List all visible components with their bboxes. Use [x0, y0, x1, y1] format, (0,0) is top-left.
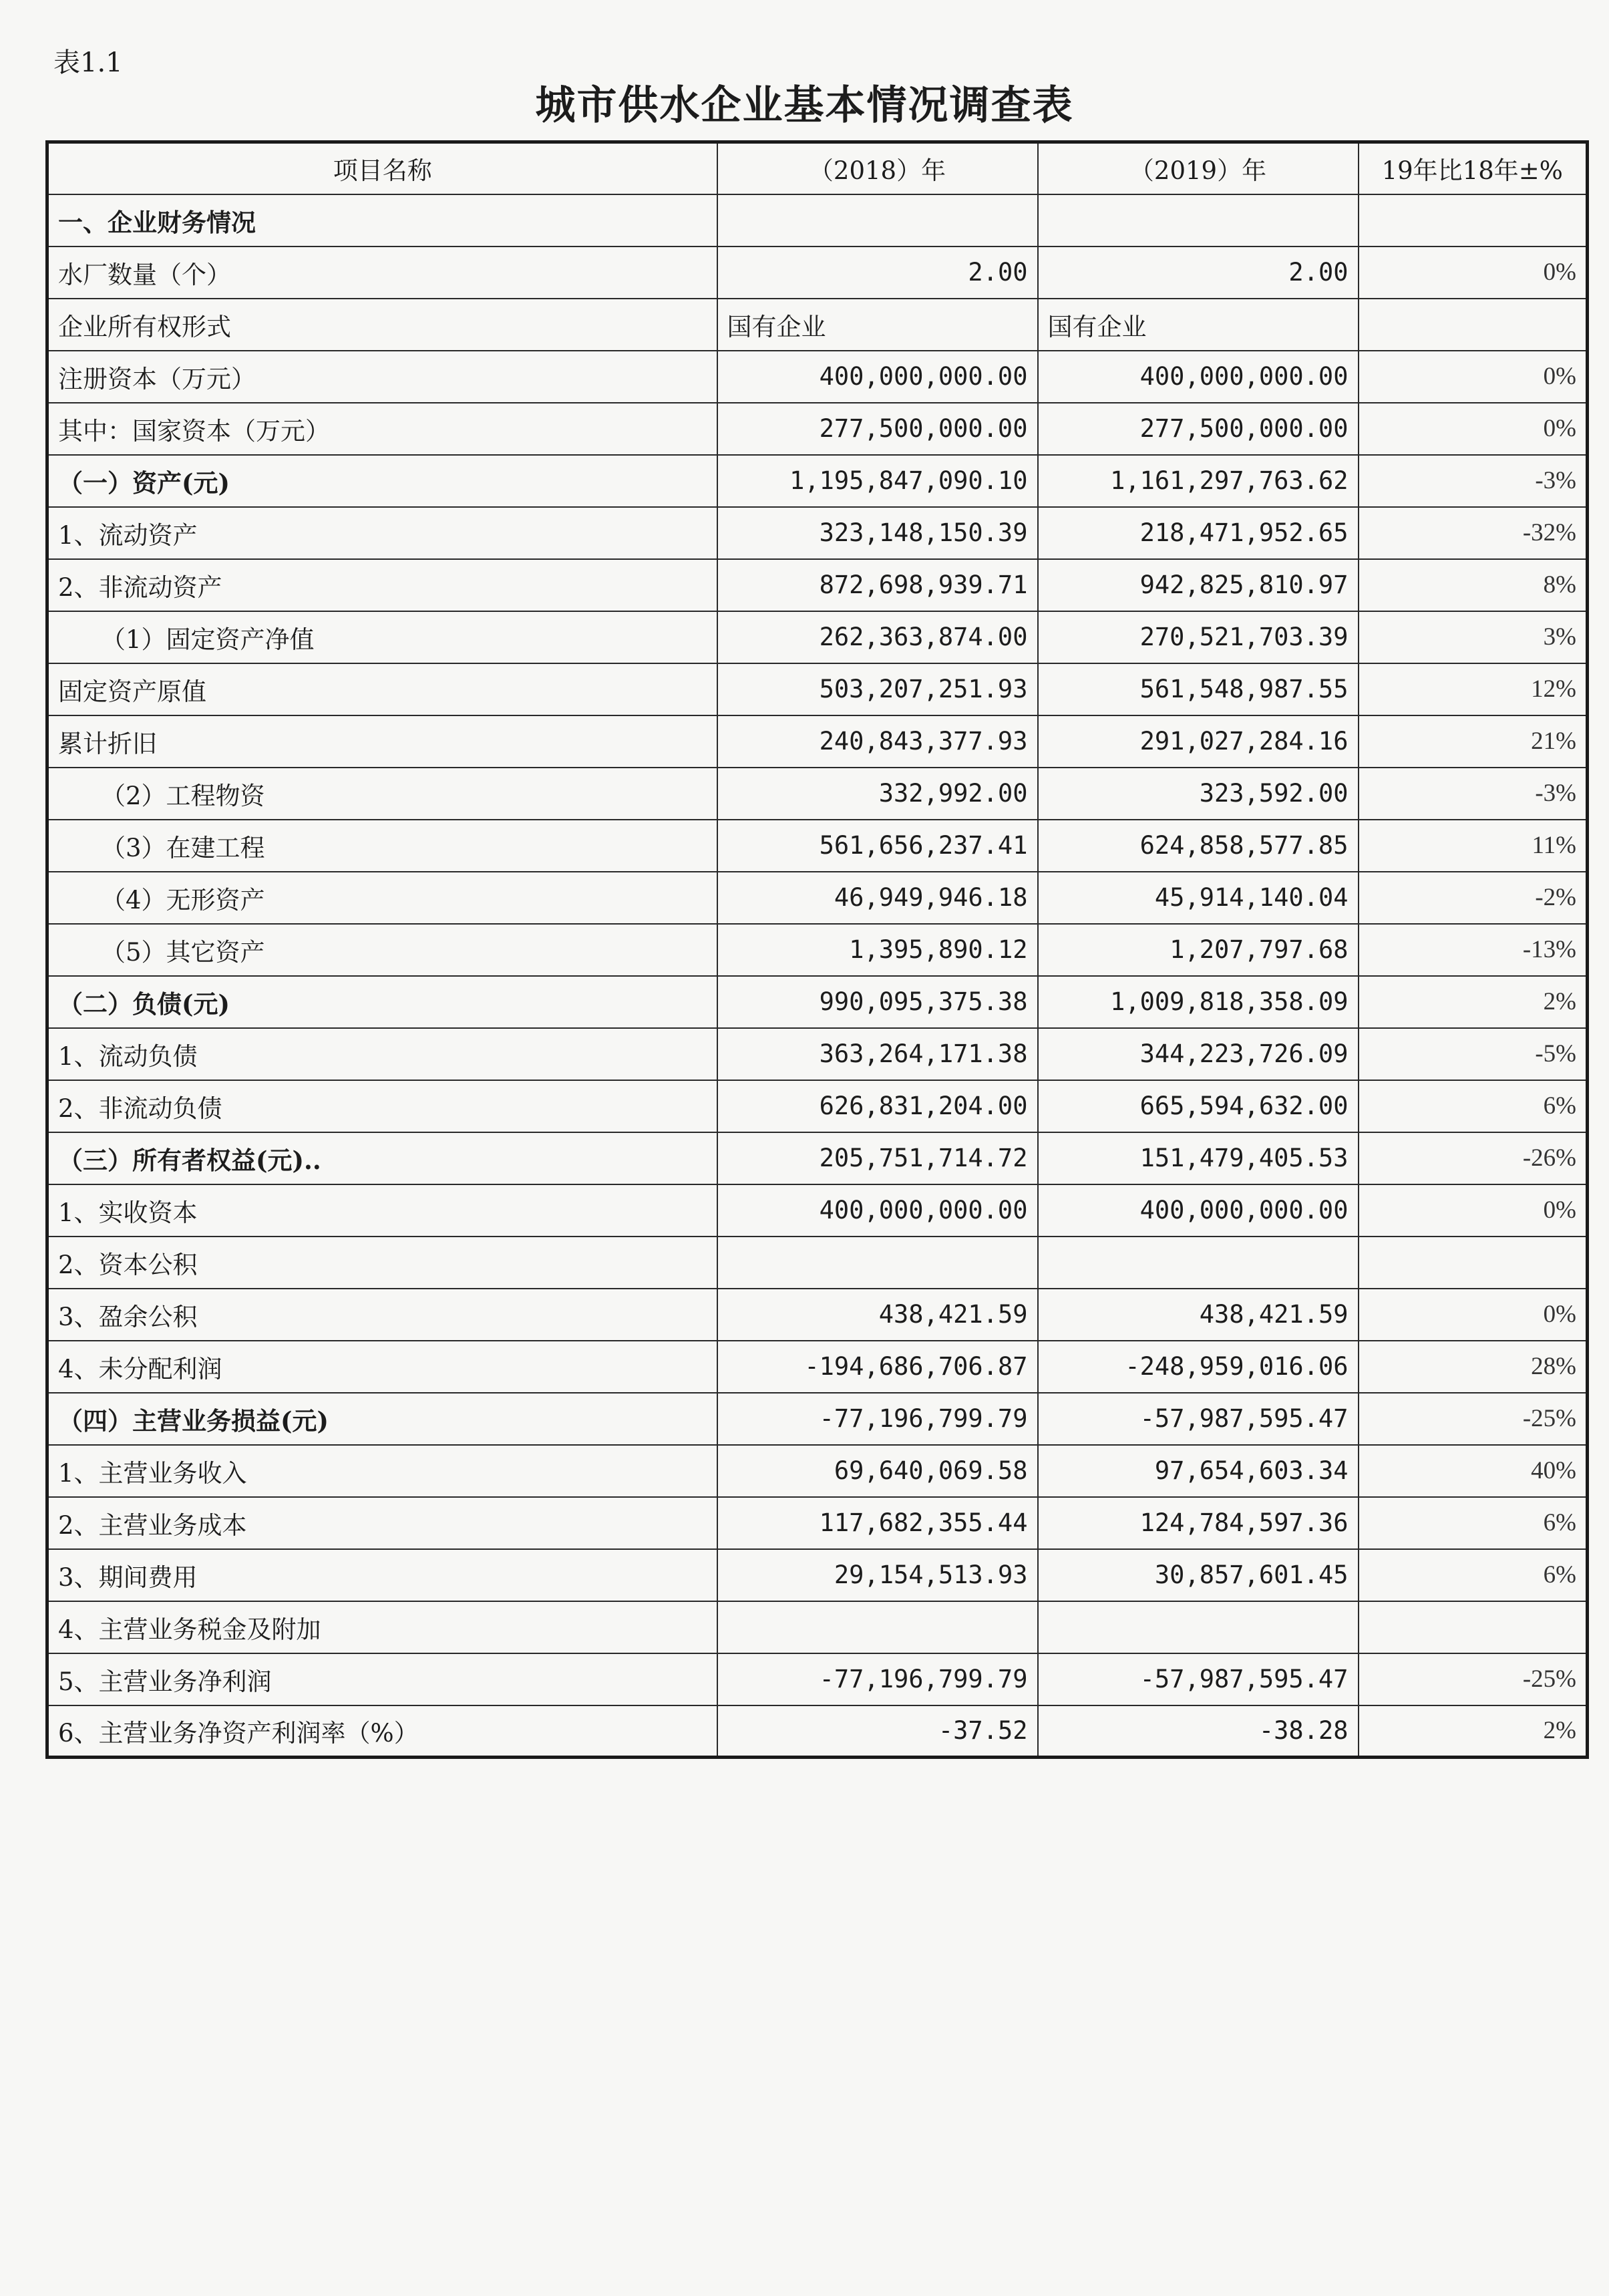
value-2018-cell: 332,992.00	[717, 768, 1038, 820]
item-name-cell: （2）工程物资	[47, 768, 717, 820]
item-name-cell: 2、非流动资产	[47, 559, 717, 611]
table-row	[47, 1080, 1588, 1132]
table-row	[47, 1184, 1588, 1237]
value-2019-cell	[1038, 1237, 1359, 1289]
value-2019-cell: 1,009,818,358.09	[1038, 976, 1359, 1028]
change-percent-cell: -26%	[1359, 1132, 1588, 1184]
header-year-2019: （2019）年	[1038, 142, 1359, 194]
table-row	[47, 611, 1588, 663]
item-name-cell: （4）无形资产	[47, 872, 717, 924]
item-name-cell: 企业所有权形式	[47, 299, 717, 351]
value-2019-cell: 151,479,405.53	[1038, 1132, 1359, 1184]
change-percent-cell: 0%	[1359, 247, 1588, 299]
value-2018-cell: 561,656,237.41	[717, 820, 1038, 872]
value-2019-cell: 270,521,703.39	[1038, 611, 1359, 663]
change-percent-cell: 40%	[1359, 1445, 1588, 1497]
table-row	[47, 872, 1588, 924]
table-row	[47, 820, 1588, 872]
value-2019-cell: 624,858,577.85	[1038, 820, 1359, 872]
value-2018-cell: -77,196,799.79	[717, 1653, 1038, 1705]
value-2019-cell: 1,207,797.68	[1038, 924, 1359, 976]
change-percent-cell: 12%	[1359, 663, 1588, 715]
table-row	[47, 976, 1588, 1028]
table-number: 表1.1	[53, 47, 123, 78]
value-2019-cell: 942,825,810.97	[1038, 559, 1359, 611]
table-row	[47, 924, 1588, 976]
item-name-cell: 1、实收资本	[47, 1184, 717, 1237]
change-percent-cell	[1359, 299, 1588, 351]
table-row	[47, 768, 1588, 820]
change-percent-cell: 6%	[1359, 1497, 1588, 1549]
value-2018-cell: 117,682,355.44	[717, 1497, 1038, 1549]
table-row	[47, 1653, 1588, 1705]
item-name-cell: 固定资产原值	[47, 663, 717, 715]
change-percent-cell: -13%	[1359, 924, 1588, 976]
value-2019-cell: -248,959,016.06	[1038, 1341, 1359, 1393]
item-name-cell: 1、主营业务收入	[47, 1445, 717, 1497]
value-2018-cell: 262,363,874.00	[717, 611, 1038, 663]
item-name-cell: （二）负债(元)	[47, 976, 717, 1028]
table-row	[47, 455, 1588, 507]
change-percent-cell: -32%	[1359, 507, 1588, 559]
item-name-cell: （一）资产(元)	[47, 455, 717, 507]
value-2018-cell: 2.00	[717, 247, 1038, 299]
header-change-percent: 19年比18年±%	[1359, 142, 1588, 194]
item-name-cell: 2、主营业务成本	[47, 1497, 717, 1549]
value-2019-cell: 323,592.00	[1038, 768, 1359, 820]
change-percent-cell: 28%	[1359, 1341, 1588, 1393]
value-2018-cell: 438,421.59	[717, 1289, 1038, 1341]
table-row	[47, 1237, 1588, 1289]
item-name-cell: 3、盈余公积	[47, 1289, 717, 1341]
change-percent-cell	[1359, 194, 1588, 247]
value-2019-cell: 438,421.59	[1038, 1289, 1359, 1341]
item-name-cell: 一、企业财务情况	[47, 194, 717, 247]
value-2018-cell: 29,154,513.93	[717, 1549, 1038, 1601]
value-2019-cell: -57,987,595.47	[1038, 1653, 1359, 1705]
value-2018-cell: 国有企业	[717, 299, 1038, 351]
item-name-cell: 4、主营业务税金及附加	[47, 1601, 717, 1653]
change-percent-cell: 0%	[1359, 351, 1588, 403]
table-row	[47, 351, 1588, 403]
item-name-cell: 累计折旧	[47, 715, 717, 768]
value-2018-cell: 400,000,000.00	[717, 1184, 1038, 1237]
value-2018-cell: 363,264,171.38	[717, 1028, 1038, 1080]
change-percent-cell: 21%	[1359, 715, 1588, 768]
value-2019-cell: 218,471,952.65	[1038, 507, 1359, 559]
value-2018-cell: 626,831,204.00	[717, 1080, 1038, 1132]
value-2018-cell: -77,196,799.79	[717, 1393, 1038, 1445]
value-2018-cell: 323,148,150.39	[717, 507, 1038, 559]
table-row	[47, 1028, 1588, 1080]
value-2018-cell: 503,207,251.93	[717, 663, 1038, 715]
value-2019-cell: 国有企业	[1038, 299, 1359, 351]
value-2019-cell: 45,914,140.04	[1038, 872, 1359, 924]
change-percent-cell: 8%	[1359, 559, 1588, 611]
change-percent-cell	[1359, 1237, 1588, 1289]
survey-table	[45, 140, 1589, 1759]
value-2018-cell: 1,395,890.12	[717, 924, 1038, 976]
change-percent-cell: -25%	[1359, 1393, 1588, 1445]
change-percent-cell	[1359, 1601, 1588, 1653]
table-row	[47, 1445, 1588, 1497]
change-percent-cell: -3%	[1359, 768, 1588, 820]
header-row	[47, 142, 1588, 194]
value-2019-cell: 291,027,284.16	[1038, 715, 1359, 768]
value-2019-cell: 277,500,000.00	[1038, 403, 1359, 455]
table-row	[47, 1601, 1588, 1653]
table-row	[47, 1393, 1588, 1445]
value-2019-cell: 344,223,726.09	[1038, 1028, 1359, 1080]
value-2019-cell: 30,857,601.45	[1038, 1549, 1359, 1601]
header-year-2018: （2018）年	[717, 142, 1038, 194]
item-name-cell: 其中：国家资本（万元）	[47, 403, 717, 455]
change-percent-cell: -2%	[1359, 872, 1588, 924]
value-2019-cell: 1,161,297,763.62	[1038, 455, 1359, 507]
change-percent-cell: -25%	[1359, 1653, 1588, 1705]
value-2019-cell	[1038, 1601, 1359, 1653]
value-2019-cell: 124,784,597.36	[1038, 1497, 1359, 1549]
table-row	[47, 403, 1588, 455]
table-row	[47, 715, 1588, 768]
value-2018-cell: 205,751,714.72	[717, 1132, 1038, 1184]
item-name-cell: （四）主营业务损益(元)	[47, 1393, 717, 1445]
value-2018-cell: 1,195,847,090.10	[717, 455, 1038, 507]
value-2018-cell: 872,698,939.71	[717, 559, 1038, 611]
change-percent-cell: -3%	[1359, 455, 1588, 507]
item-name-cell: （1）固定资产净值	[47, 611, 717, 663]
item-name-cell: 5、主营业务净利润	[47, 1653, 717, 1705]
item-name-cell: 1、流动资产	[47, 507, 717, 559]
change-percent-cell: 11%	[1359, 820, 1588, 872]
value-2018-cell	[717, 1601, 1038, 1653]
item-name-cell: 水厂数量（个）	[47, 247, 717, 299]
value-2018-cell	[717, 1237, 1038, 1289]
value-2018-cell: 240,843,377.93	[717, 715, 1038, 768]
table-row	[47, 1705, 1588, 1758]
item-name-cell: 4、未分配利润	[47, 1341, 717, 1393]
change-percent-cell: 0%	[1359, 403, 1588, 455]
change-percent-cell: -5%	[1359, 1028, 1588, 1080]
value-2019-cell: 561,548,987.55	[1038, 663, 1359, 715]
table-body	[47, 194, 1588, 1758]
table-row	[47, 1341, 1588, 1393]
value-2019-cell: 665,594,632.00	[1038, 1080, 1359, 1132]
document-title: 城市供水企业基本情况调查表	[535, 82, 1074, 129]
table-row	[47, 1497, 1588, 1549]
value-2019-cell: 400,000,000.00	[1038, 1184, 1359, 1237]
item-name-cell: 注册资本（万元）	[47, 351, 717, 403]
header-item-name: 项目名称	[47, 142, 717, 194]
table-row	[47, 559, 1588, 611]
change-percent-cell: 0%	[1359, 1289, 1588, 1341]
table-row	[47, 247, 1588, 299]
item-name-cell: （5）其它资产	[47, 924, 717, 976]
value-2018-cell: 69,640,069.58	[717, 1445, 1038, 1497]
value-2019-cell	[1038, 194, 1359, 247]
table-row	[47, 507, 1588, 559]
table-row	[47, 194, 1588, 247]
value-2018-cell: -194,686,706.87	[717, 1341, 1038, 1393]
change-percent-cell: 6%	[1359, 1080, 1588, 1132]
change-percent-cell: 2%	[1359, 1705, 1588, 1758]
item-name-cell: 1、流动负债	[47, 1028, 717, 1080]
value-2019-cell: -57,987,595.47	[1038, 1393, 1359, 1445]
item-name-cell: （三）所有者权益(元)..	[47, 1132, 717, 1184]
change-percent-cell: 6%	[1359, 1549, 1588, 1601]
change-percent-cell: 0%	[1359, 1184, 1588, 1237]
value-2018-cell: 990,095,375.38	[717, 976, 1038, 1028]
value-2018-cell: 277,500,000.00	[717, 403, 1038, 455]
table-row	[47, 299, 1588, 351]
item-name-cell: 6、主营业务净资产利润率（%）	[47, 1705, 717, 1758]
value-2019-cell: -38.28	[1038, 1705, 1359, 1758]
item-name-cell: 2、非流动负债	[47, 1080, 717, 1132]
table-row	[47, 1132, 1588, 1184]
value-2018-cell: 400,000,000.00	[717, 351, 1038, 403]
change-percent-cell: 2%	[1359, 976, 1588, 1028]
value-2019-cell: 97,654,603.34	[1038, 1445, 1359, 1497]
table-row	[47, 1289, 1588, 1341]
value-2019-cell: 2.00	[1038, 247, 1359, 299]
item-name-cell: （3）在建工程	[47, 820, 717, 872]
value-2018-cell: -37.52	[717, 1705, 1038, 1758]
table-row	[47, 663, 1588, 715]
item-name-cell: 3、期间费用	[47, 1549, 717, 1601]
value-2018-cell	[717, 194, 1038, 247]
item-name-cell: 2、资本公积	[47, 1237, 717, 1289]
table-row	[47, 1549, 1588, 1601]
value-2018-cell: 46,949,946.18	[717, 872, 1038, 924]
value-2019-cell: 400,000,000.00	[1038, 351, 1359, 403]
change-percent-cell: 3%	[1359, 611, 1588, 663]
